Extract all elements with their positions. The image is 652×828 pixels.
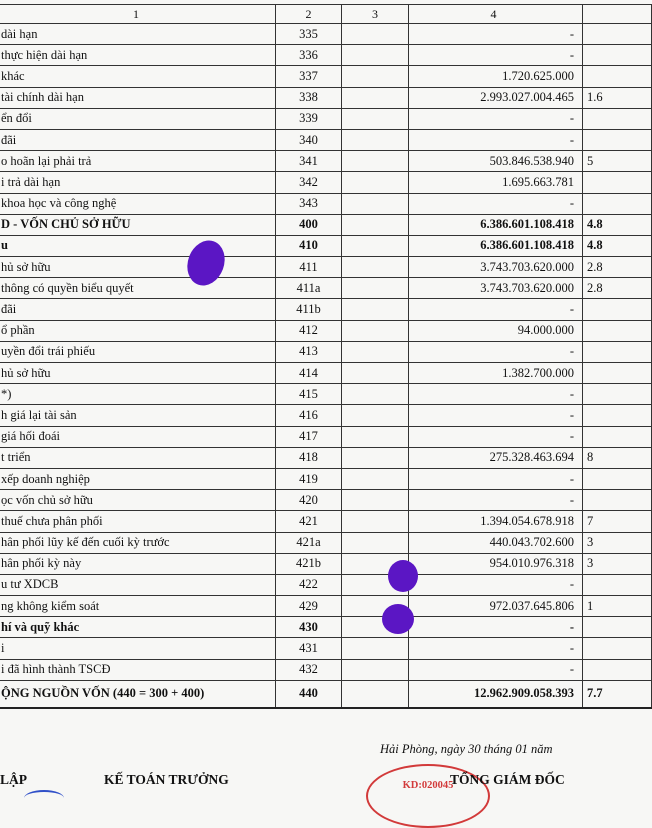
cell-code: 411b — [276, 299, 342, 320]
cell-value: - — [409, 468, 583, 489]
cell-empty — [342, 659, 409, 680]
cell-code: 440 — [276, 680, 342, 708]
cell-value: - — [409, 659, 583, 680]
cell-code: 336 — [276, 45, 342, 66]
table-row — [0, 405, 652, 426]
cell-label: t triển — [0, 447, 276, 468]
cell-prev — [583, 468, 652, 489]
cell-label: i — [0, 638, 276, 659]
cell-code: 432 — [276, 659, 342, 680]
cell-prev — [583, 193, 652, 214]
cell-code: 411a — [276, 278, 342, 299]
cell-code: 421a — [276, 532, 342, 553]
table-row — [0, 87, 652, 108]
cell-label: khác — [0, 66, 276, 87]
cell-code: 429 — [276, 596, 342, 617]
cell-empty — [342, 24, 409, 45]
cell-label: hân phối kỳ này — [0, 553, 276, 574]
cell-prev — [583, 172, 652, 193]
cell-label: D - VỐN CHỦ SỞ HỮU — [0, 214, 276, 235]
table-row — [0, 596, 652, 617]
table-row — [0, 532, 652, 553]
cell-code: 422 — [276, 574, 342, 595]
cell-prev: 7 — [583, 511, 652, 532]
cell-value: 6.386.601.108.418 — [409, 235, 583, 256]
chief-accountant-title: KẾ TOÁN TRƯỞNG — [104, 772, 229, 787]
cell-label: hí và quỹ khác — [0, 617, 276, 638]
cell-empty — [342, 257, 409, 278]
table-row — [0, 638, 652, 659]
cell-code: 337 — [276, 66, 342, 87]
cell-code: 410 — [276, 235, 342, 256]
cell-prev — [583, 574, 652, 595]
stamp-text: KD:020045 — [402, 780, 454, 791]
cell-empty — [342, 172, 409, 193]
cell-empty — [342, 299, 409, 320]
cell-empty — [342, 638, 409, 659]
cell-prev: 3 — [583, 532, 652, 553]
table-row — [0, 257, 652, 278]
cell-value: - — [409, 638, 583, 659]
table-row — [0, 363, 652, 384]
cell-code: 419 — [276, 468, 342, 489]
cell-prev — [583, 341, 652, 362]
purple-marker-3 — [382, 604, 414, 634]
cell-empty — [342, 426, 409, 447]
cell-value: - — [409, 341, 583, 362]
cell-label: thuế chưa phân phối — [0, 511, 276, 532]
cell-value: 1.394.054.678.918 — [409, 511, 583, 532]
cell-value: - — [409, 574, 583, 595]
cell-empty — [342, 490, 409, 511]
cell-empty — [342, 129, 409, 150]
cell-value: 275.328.463.694 — [409, 447, 583, 468]
table-row — [0, 659, 652, 680]
table-row — [0, 299, 652, 320]
cell-label: xếp doanh nghiệp — [0, 468, 276, 489]
cell-label: hủ sở hữu — [0, 257, 276, 278]
cell-label: tài chính dài hạn — [0, 87, 276, 108]
cell-empty — [342, 384, 409, 405]
cell-value: - — [409, 129, 583, 150]
cell-code: 342 — [276, 172, 342, 193]
cell-label: o hoãn lại phải trả — [0, 151, 276, 172]
cell-value: 440.043.702.600 — [409, 532, 583, 553]
cell-label: thực hiện dài hạn — [0, 45, 276, 66]
cell-prev — [583, 490, 652, 511]
table-row — [0, 151, 652, 172]
cell-label: hủ sở hữu — [0, 363, 276, 384]
cell-label: i trả dài hạn — [0, 172, 276, 193]
table-row — [0, 108, 652, 129]
cell-code: 339 — [276, 108, 342, 129]
cell-prev — [583, 129, 652, 150]
cell-prev: 8 — [583, 447, 652, 468]
cell-empty — [342, 532, 409, 553]
cell-label: ển đổi — [0, 108, 276, 129]
cell-prev — [583, 363, 652, 384]
table-row — [0, 214, 652, 235]
preparer-signature-title: LẬP — [0, 772, 27, 787]
signature-stroke — [24, 790, 64, 806]
table-row — [0, 278, 652, 299]
cell-value: - — [409, 405, 583, 426]
cell-code: 343 — [276, 193, 342, 214]
cell-value: - — [409, 384, 583, 405]
cell-label: u — [0, 235, 276, 256]
cell-label: thông có quyền biểu quyết — [0, 278, 276, 299]
cell-value: - — [409, 490, 583, 511]
cell-value: - — [409, 24, 583, 45]
cell-label: i đã hình thành TSCĐ — [0, 659, 276, 680]
cell-prev: 5 — [583, 151, 652, 172]
purple-marker-2 — [388, 560, 418, 592]
cell-value: - — [409, 299, 583, 320]
cell-value: 94.000.000 — [409, 320, 583, 341]
cell-code: 414 — [276, 363, 342, 384]
table-row — [0, 320, 652, 341]
header-col-2: 2 — [276, 5, 342, 24]
balance-sheet-table — [0, 4, 652, 709]
table-row — [0, 490, 652, 511]
total-row — [0, 680, 652, 708]
cell-empty — [342, 468, 409, 489]
cell-prev — [583, 108, 652, 129]
cell-label: *) — [0, 384, 276, 405]
cell-empty — [342, 151, 409, 172]
cell-value: - — [409, 108, 583, 129]
cell-value: 3.743.703.620.000 — [409, 257, 583, 278]
cell-empty — [342, 320, 409, 341]
cell-prev — [583, 405, 652, 426]
cell-prev: 1 — [583, 596, 652, 617]
cell-code: 335 — [276, 24, 342, 45]
cell-code: 415 — [276, 384, 342, 405]
cell-empty — [342, 447, 409, 468]
cell-code: 341 — [276, 151, 342, 172]
cell-code: 413 — [276, 341, 342, 362]
table-row — [0, 574, 652, 595]
cell-prev — [583, 66, 652, 87]
cell-label: đãi — [0, 299, 276, 320]
cell-prev: 7.7 — [583, 680, 652, 708]
cell-code: 421 — [276, 511, 342, 532]
cell-value: 3.743.703.620.000 — [409, 278, 583, 299]
cell-prev: 3 — [583, 553, 652, 574]
header-col-5 — [583, 5, 652, 24]
header-col-4: 4 — [409, 5, 583, 24]
cell-empty — [342, 214, 409, 235]
cell-code: 340 — [276, 129, 342, 150]
cell-label: ỘNG NGUỒN VỐN (440 = 300 + 400) — [0, 680, 276, 708]
cell-empty — [342, 680, 409, 708]
cell-value: - — [409, 193, 583, 214]
table-row — [0, 235, 652, 256]
table-row — [0, 172, 652, 193]
cell-prev: 2.8 — [583, 257, 652, 278]
cell-label: u tư XDCB — [0, 574, 276, 595]
table-header-row — [0, 5, 652, 24]
table-row — [0, 384, 652, 405]
cell-prev — [583, 45, 652, 66]
cell-value: - — [409, 45, 583, 66]
table-row — [0, 617, 652, 638]
cell-code: 400 — [276, 214, 342, 235]
cell-prev — [583, 299, 652, 320]
table-row — [0, 66, 652, 87]
cell-value: 1.720.625.000 — [409, 66, 583, 87]
table-row — [0, 447, 652, 468]
cell-prev — [583, 320, 652, 341]
cell-empty — [342, 341, 409, 362]
cell-label: khoa học và công nghệ — [0, 193, 276, 214]
table-row — [0, 468, 652, 489]
cell-empty — [342, 87, 409, 108]
cell-code: 420 — [276, 490, 342, 511]
cell-prev: 4.8 — [583, 235, 652, 256]
table-row — [0, 553, 652, 574]
cell-code: 421b — [276, 553, 342, 574]
cell-empty — [342, 108, 409, 129]
cell-empty — [342, 45, 409, 66]
cell-label: hân phối lũy kế đến cuối kỳ trước — [0, 532, 276, 553]
table-row — [0, 511, 652, 532]
table-row — [0, 24, 652, 45]
cell-code: 430 — [276, 617, 342, 638]
cell-prev — [583, 638, 652, 659]
cell-empty — [342, 66, 409, 87]
cell-value: 954.010.976.318 — [409, 553, 583, 574]
cell-code: 417 — [276, 426, 342, 447]
cell-empty — [342, 193, 409, 214]
cell-prev: 1.6 — [583, 87, 652, 108]
cell-prev — [583, 426, 652, 447]
cell-prev — [583, 384, 652, 405]
cell-prev — [583, 24, 652, 45]
table-row — [0, 193, 652, 214]
cell-code: 411 — [276, 257, 342, 278]
cell-label: dài hạn — [0, 24, 276, 45]
table-row — [0, 45, 652, 66]
cell-prev: 4.8 — [583, 214, 652, 235]
cell-value: 12.962.909.058.393 — [409, 680, 583, 708]
cell-code: 338 — [276, 87, 342, 108]
cell-value: - — [409, 426, 583, 447]
cell-empty — [342, 235, 409, 256]
cell-label: ng không kiểm soát — [0, 596, 276, 617]
cell-code: 416 — [276, 405, 342, 426]
header-col-3: 3 — [342, 5, 409, 24]
cell-code: 431 — [276, 638, 342, 659]
table-row — [0, 426, 652, 447]
cell-prev — [583, 659, 652, 680]
cell-value: - — [409, 617, 583, 638]
general-director-title: TỔNG GIÁM ĐỐC — [450, 772, 565, 787]
cell-value: 1.695.663.781 — [409, 172, 583, 193]
cell-empty — [342, 511, 409, 532]
cell-prev — [583, 617, 652, 638]
cell-value: 2.993.027.004.465 — [409, 87, 583, 108]
cell-label: đãi — [0, 129, 276, 150]
footer-date: Hải Phòng, ngày 30 tháng 01 năm — [380, 742, 553, 756]
cell-label: ổ phần — [0, 320, 276, 341]
cell-empty — [342, 278, 409, 299]
table-row — [0, 129, 652, 150]
cell-empty — [342, 363, 409, 384]
cell-label: uyền đổi trái phiếu — [0, 341, 276, 362]
cell-value: 972.037.645.806 — [409, 596, 583, 617]
cell-label: giá hối đoái — [0, 426, 276, 447]
cell-code: 412 — [276, 320, 342, 341]
cell-prev: 2.8 — [583, 278, 652, 299]
table-body — [0, 5, 652, 708]
cell-code: 418 — [276, 447, 342, 468]
header-col-1: 1 — [0, 5, 276, 24]
cell-label: ọc vốn chủ sở hữu — [0, 490, 276, 511]
cell-empty — [342, 405, 409, 426]
cell-label: h giá lại tài sản — [0, 405, 276, 426]
cell-value: 503.846.538.940 — [409, 151, 583, 172]
table-row — [0, 341, 652, 362]
cell-value: 1.382.700.000 — [409, 363, 583, 384]
cell-value: 6.386.601.108.418 — [409, 214, 583, 235]
